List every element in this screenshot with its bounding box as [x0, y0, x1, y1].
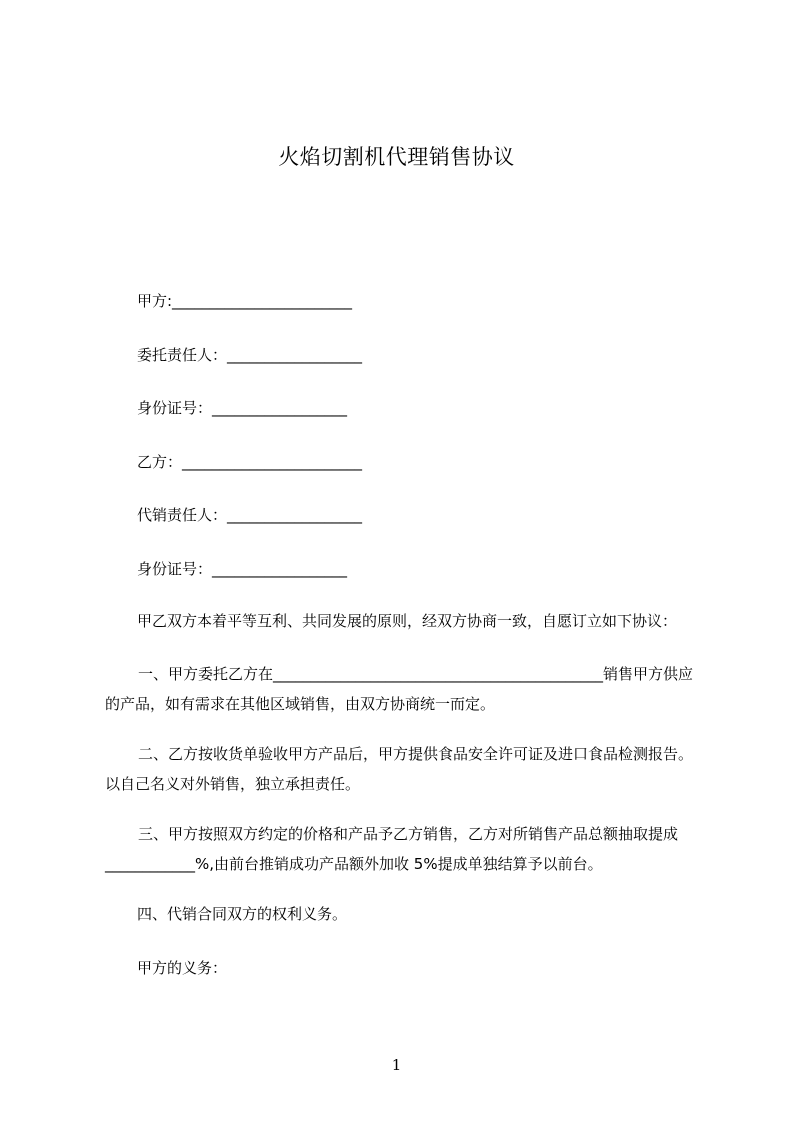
clause-1: 一、甲方委托乙方在____________________________________________销售甲方供应的产品，如有需求在其他区域销售，由双方协商统一而定。: [105, 665, 694, 713]
agent-person-field: 代销责任人：__________________: [137, 506, 363, 524]
clause-3: 三、甲方按照双方约定的价格和产品予乙方销售，乙方对所销售产品总额抽取提成____________%,由前台推销成功产品额外加收 5%提成单独结算予以前台。: [105, 825, 679, 873]
clause-4-heading: 四、代销合同双方的权利义务。: [137, 905, 348, 923]
id-number-field-b: 身份证号：__________________: [137, 560, 348, 578]
clause-2: 二、乙方按收货单验收甲方产品后，甲方提供食品安全许可证及进口食品检测报告。以自己名义对外销售，独立承担责任。: [105, 745, 694, 793]
party-b-field: 乙方：________________________: [137, 453, 363, 471]
intro-paragraph: 甲乙双方本着平等互利、共同发展的原则，经双方协商一致，自愿订立如下协议：: [137, 612, 678, 630]
entrusted-person-field: 委托责任人：__________________: [137, 346, 363, 364]
party-a-duties-heading: 甲方的义务：: [137, 959, 228, 977]
document-title: 火焰切割机代理销售协议: [278, 145, 515, 169]
id-number-field-a: 身份证号：__________________: [137, 399, 348, 417]
party-a-field: 甲方:________________________: [137, 292, 353, 310]
page-number: 1: [391, 1056, 402, 1074]
